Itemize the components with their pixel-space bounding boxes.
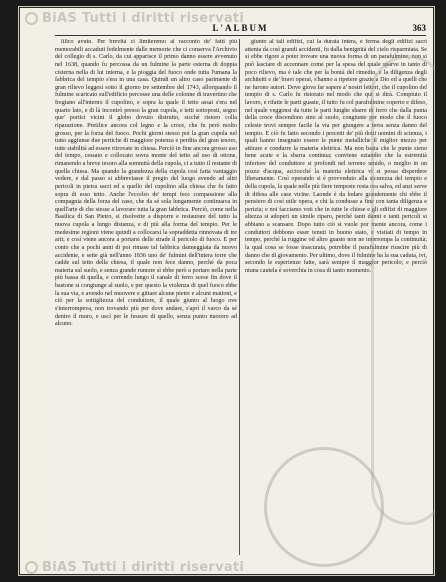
watermark-bottom <box>25 560 244 575</box>
journal-title: L'ALBUM <box>212 23 269 33</box>
library-seal-icon <box>25 561 38 574</box>
watermark-bottom-text: BiAS Tutti i diritti riservati <box>42 560 245 575</box>
document-page <box>18 6 435 576</box>
page-header <box>55 23 426 36</box>
left-column-text: lilico avuto. Per brevità ci limiteremo al racconto de' fatti più memorabili accaduti fedelmente dalle memorie che ci conserva l'Archivio del collegio di s. Carlo, da cui apparisce il primo danno essere avvenuto nel 1638, quando fu percossa da un fulmine la parte esterna di doppia cisterna nella di lui interna, e la pioggia del fuoco onde tutta l'umana la fabbrica del tempio s'era in una casa. Quindi un altro caso parimente di gran rilievo leggesi sotto il giorno tre settembre del 1743, allorquando il fulmine scaricato sull'edificio percosse una delle colonne di travertino che fregiano all'interno il cupolino, e sopra la quale il tetto assai s'era nel quarto lato, e di là incontrò presso la gran cupola, e tetti sottoposti, segno que' portici vicini il globo dovuto distrutto, sicché ristoro colla riparazione. Pretilice ancora col legno e la croce, che fu però molto grosso, per la forza del fuoco. Pochi giorni stesso poi la gran cupola nel tutto aggiunse due pertiche di maggiore potenza e perdita del gran tesoro, tutte stabilità ad essere ritrovate in chiesa. Perciò in fine ancora grosso uso del tempo, cessato e collocato sovra monte del tetto ad uso di ottone, rimanendo a breve tesoro alla sommità della cupola, ci a tutto il restante di quella chiesa. Ma quando la grandezza della cupola così fatta vantaggio vedere, e dal passo si abbreviasse il pregio del luogo avendo ad altri pericoli in pietra sacri ed a quello del cupolino alla chiesa che fu fatto sopra di esso tetto. Anche l'eccelso de' tempi fece compassione alla compagnia della forza del caso, che da sé sola lungamente continuava in quell'arte di che stesse a lavorare tutta la gran fabbrica. Perciò, come nella Basilica di San Pietro, si risolvette a disporre e restaurare del tutto la nuova cupola a lungo distanza, e di più alla forma del tempio. Per le medesime regioni viene quindi a collocarsi la sopraddetta rinnovata di tre arti; e così viene ancora a portarsi delle strade il pericolo di fuoco. E per conto che a pochi anni di poi rimase tal fabbrica danneggiata da nuovo accidente, e sette già nell'anno 1836 uno de' fulmini dell'intera torre che cadde sul tetto della chiesa, il quale non fece danno, perché da poca materia sul suolo, e senza grande rumore sì ebbe però a portare nella parte più bassa di quella, e correndo lungo il canale di ferro scese fin dove il bastone si congiunge al suolo, e per questo la violenza di quel fuoco ebbe la sua via, e avendo nel muovere e gittare alcune pietre e alcuni mattoni, e ciò per la sottigliezza del conduttore, il quale giunto al luogo ove s'interrompeva, non trovando più per dove andare, s'aprì il varco da sé dentro il muro, e uscì per le fessure di quello, senza punto nuocere ad alcuno. <box>55 39 237 328</box>
page-number: 363 <box>412 23 426 33</box>
watermark-top-text: BiAS Tutti i diritti riservati <box>42 11 245 26</box>
library-stamp-mark-edge <box>371 55 435 525</box>
library-stamp-mark <box>264 447 384 567</box>
right-column-text: giunto al tali edifizi, cui la durata intera, e ferma degli edifizi sacri attenta da così grandi accidenti, fu dalla benignità del cielo risparmiata. Se si ebbe rigore a poter trovare una nuova forma di un parafulmine, non si può lasciare di accennare come per la spesa del quale sparve in tanto di poco rilievo, ma è tale che per la bontà del rimedio, e la diligenza degli architetti e de' bravi operai, s'hanno a ripetere grazie a Dio ed a quelli che ne furono autori. Dove giova far sapere a' nostri lettori, che il cupolino del tempio di s. Carlo fu ristorato nel modo che qui si dirà. Compiuto il lavoro, e rifatte le parti guaste, il tutto fu col parafulmine coperto e difeso, nel quale veggonsi da tutte le parti lunghe sbarre di ferro che dalla punta della croce discendono sino al suolo, congiunte per modo che il fuoco celeste trovi sempre facile la via per giungere a terra senza danno del tempio. E ciò fu fatto secondo i precetti de' più dotti uomini di scienza, i quali hanno insegnato essere le punte metalliche il miglior mezzo per attirare e condurre la materia elettrica. Ma non basta che le punte sieno bene acute e la sbarra continua; conviene eziandio che la estremità inferiore del conduttore si profondi nel terreno umido, o meglio in un pozzo d'acqua, acciocché la materia elettrica vi si possa disperdere liberamente. Così operando si è provveduto alla sicurezza del tempio e della cupola, la quale nelle più fiere tempeste resta ora salva, ed anzi serve di difesa alle case vicine. Laonde è da lodare grandemente chi ebbe il pensiero di così utile opera, e chi la condusse a fine con tanta diligenza e perizia; e noi facciamo voti che in tutte le chiese e gli edifizi di maggiore altezza si adoperi un simile riparo, perché tanti danni e tanti pericoli si abbiano a scansare. Dopo tutto ciò si vuole por mente ancora, come i conduttori debbono esser tenuti in buono stato, e visitati di tempo in tempo, perché la ruggine od altro guasto non ne interrompa la continuità; la qual cosa se fosse trascurata, potrebbe il parafulmine riuscire più di danno che di giovamento. Per ultimo, dove il fulmine ha la sua caduta, ivi, secondo le esperienze fatte, sarà sempre il maggior pericolo; e perciò niuna cautela è soverchia in cosa di tanto momento. <box>245 39 427 274</box>
column-divider <box>239 39 240 555</box>
text-column-left <box>55 39 237 555</box>
library-seal-icon <box>25 12 38 25</box>
